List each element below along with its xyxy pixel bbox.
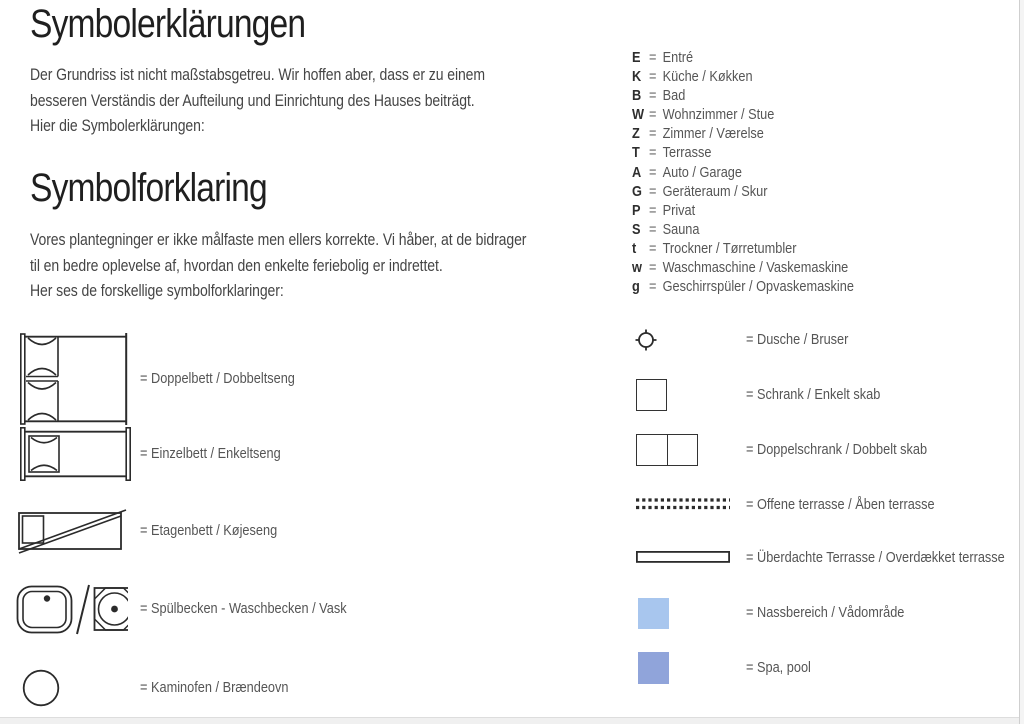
page-edge-bottom [0,717,1019,724]
legend-letter: g [632,278,640,296]
equals-sign: = [649,182,657,200]
equals-sign: = [649,201,657,219]
legend-label: Entré [662,49,694,66]
legend-letter: G [632,182,642,200]
legend-letter: K [632,68,642,86]
equals-sign: = [649,125,657,143]
intro-german [30,63,565,140]
symbol-label: = Etagenbett / Køjeseng [140,522,278,539]
intro-german-line2: besseren Verständis der Aufteilung und Einrichtung des Hauses beiträgt. [30,91,475,110]
legend-label: Küche / Køkken [662,68,753,86]
equals-sign: = [649,220,657,238]
intro-german-line3: Hier die Symbolerklärungen: [30,117,205,135]
wet-area-swatch [638,598,669,629]
letter-legend [632,49,893,297]
symbol-label: = Schrank / Enkelt skab [746,386,881,403]
legend-row [632,183,854,202]
symbol-label: = Kaminofen / Brændeovn [140,679,289,696]
legend-label: Wohnzimmer / Stue [662,106,775,124]
sink-icons [16,583,128,636]
legend-row [632,221,854,240]
symbol-label: = Dusche / Bruser [746,331,849,348]
bunk-bed-icon [18,509,128,554]
equals-sign: = [649,278,657,296]
equals-sign: = [649,106,657,124]
legend-row [632,68,854,87]
legend-label: Waschmaschine / Vaskemaskine [662,259,849,277]
double-closet-icon [636,434,698,466]
shower-icon [634,328,658,352]
double-bed-icon [14,333,132,425]
legend-label: Sauna [662,220,700,238]
single-bed-icon [14,427,136,481]
legend-letter: P [632,201,641,219]
page-title-danish: Symbolforklaring [30,166,267,210]
legend-label: Terrasse [662,144,712,162]
intro-danish-line2: til en bedre oplevelse af, hvordan den enkelte feriebolig er indrettet. [30,256,443,275]
intro-german-line1: Der Grundriss ist nicht maßstabsgetreu. Wir hoffen aber, dass er zu einem [30,66,486,84]
legend-letter: Z [632,125,640,143]
legend-letter: T [632,144,640,162]
legend-row [632,144,854,163]
equals-sign: = [649,163,657,181]
covered-terrace-icon [636,551,730,563]
symbol-label: = Spülbecken - Waschbecken / Vask [140,600,347,617]
symbol-label: = Offene terrasse / Åben terrasse [746,496,935,513]
symbol-label: = Überdachte Terrasse / Overdækket terrasse [746,549,1005,566]
closet-cell [637,435,667,465]
legend-label: Privat [662,201,696,219]
legend-label: Zimmer / Værelse [662,125,764,143]
symbol-label: = Doppelschrank / Dobbelt skab [746,441,928,458]
legend-letter: t [632,239,637,257]
equals-sign: = [649,87,657,105]
spa-pool-swatch [638,652,669,684]
intro-danish [30,228,614,305]
legend-row [632,259,854,278]
legend-label: Geräteraum / Skur [662,182,768,200]
legend-letter: w [632,259,642,277]
legend-row [632,164,854,183]
equals-sign: = [649,49,657,66]
legend-letter: B [632,87,642,105]
symbol-label: = Spa, pool [746,659,811,676]
legend-row [632,125,854,144]
intro-danish-line1: Vores plantegninger er ikke målfaste men ellers korrekte. Vi håber, at de bidrager [30,231,527,249]
wood-stove-icon [22,669,60,707]
page-edge-right [1019,0,1024,724]
legend-label: Bad [662,87,686,105]
legend-row [632,202,854,221]
legend-letter: W [632,106,645,124]
legend-label: Trockner / Tørretumbler [662,239,797,257]
legend-letter: S [632,220,641,238]
legend-row [632,87,854,106]
equals-sign: = [649,259,657,277]
legend-label: Geschirrspüler / Opvaskemaskine [662,278,854,296]
legend-row [632,106,854,125]
single-closet-icon [636,379,667,411]
closet-cell [667,435,698,465]
legend-row [632,278,854,297]
equals-sign: = [649,68,657,86]
legend-label: Auto / Garage [662,163,742,181]
equals-sign: = [649,144,657,162]
legend-letter: E [632,49,641,66]
page-title-german: Symbolerklärungen [30,2,306,46]
legend-row [632,49,854,68]
symbol-label: = Nassbereich / Vådområde [746,604,905,621]
symbol-label: = Doppelbett / Dobbeltseng [140,370,295,387]
legend-row [632,240,854,259]
intro-danish-line3: Her ses de forskellige symbolforklaringer: [30,282,284,300]
legend-letter: A [632,163,642,181]
open-terrace-icon [636,497,730,511]
symbol-label: = Einzelbett / Enkeltseng [140,445,281,462]
equals-sign: = [649,239,657,257]
